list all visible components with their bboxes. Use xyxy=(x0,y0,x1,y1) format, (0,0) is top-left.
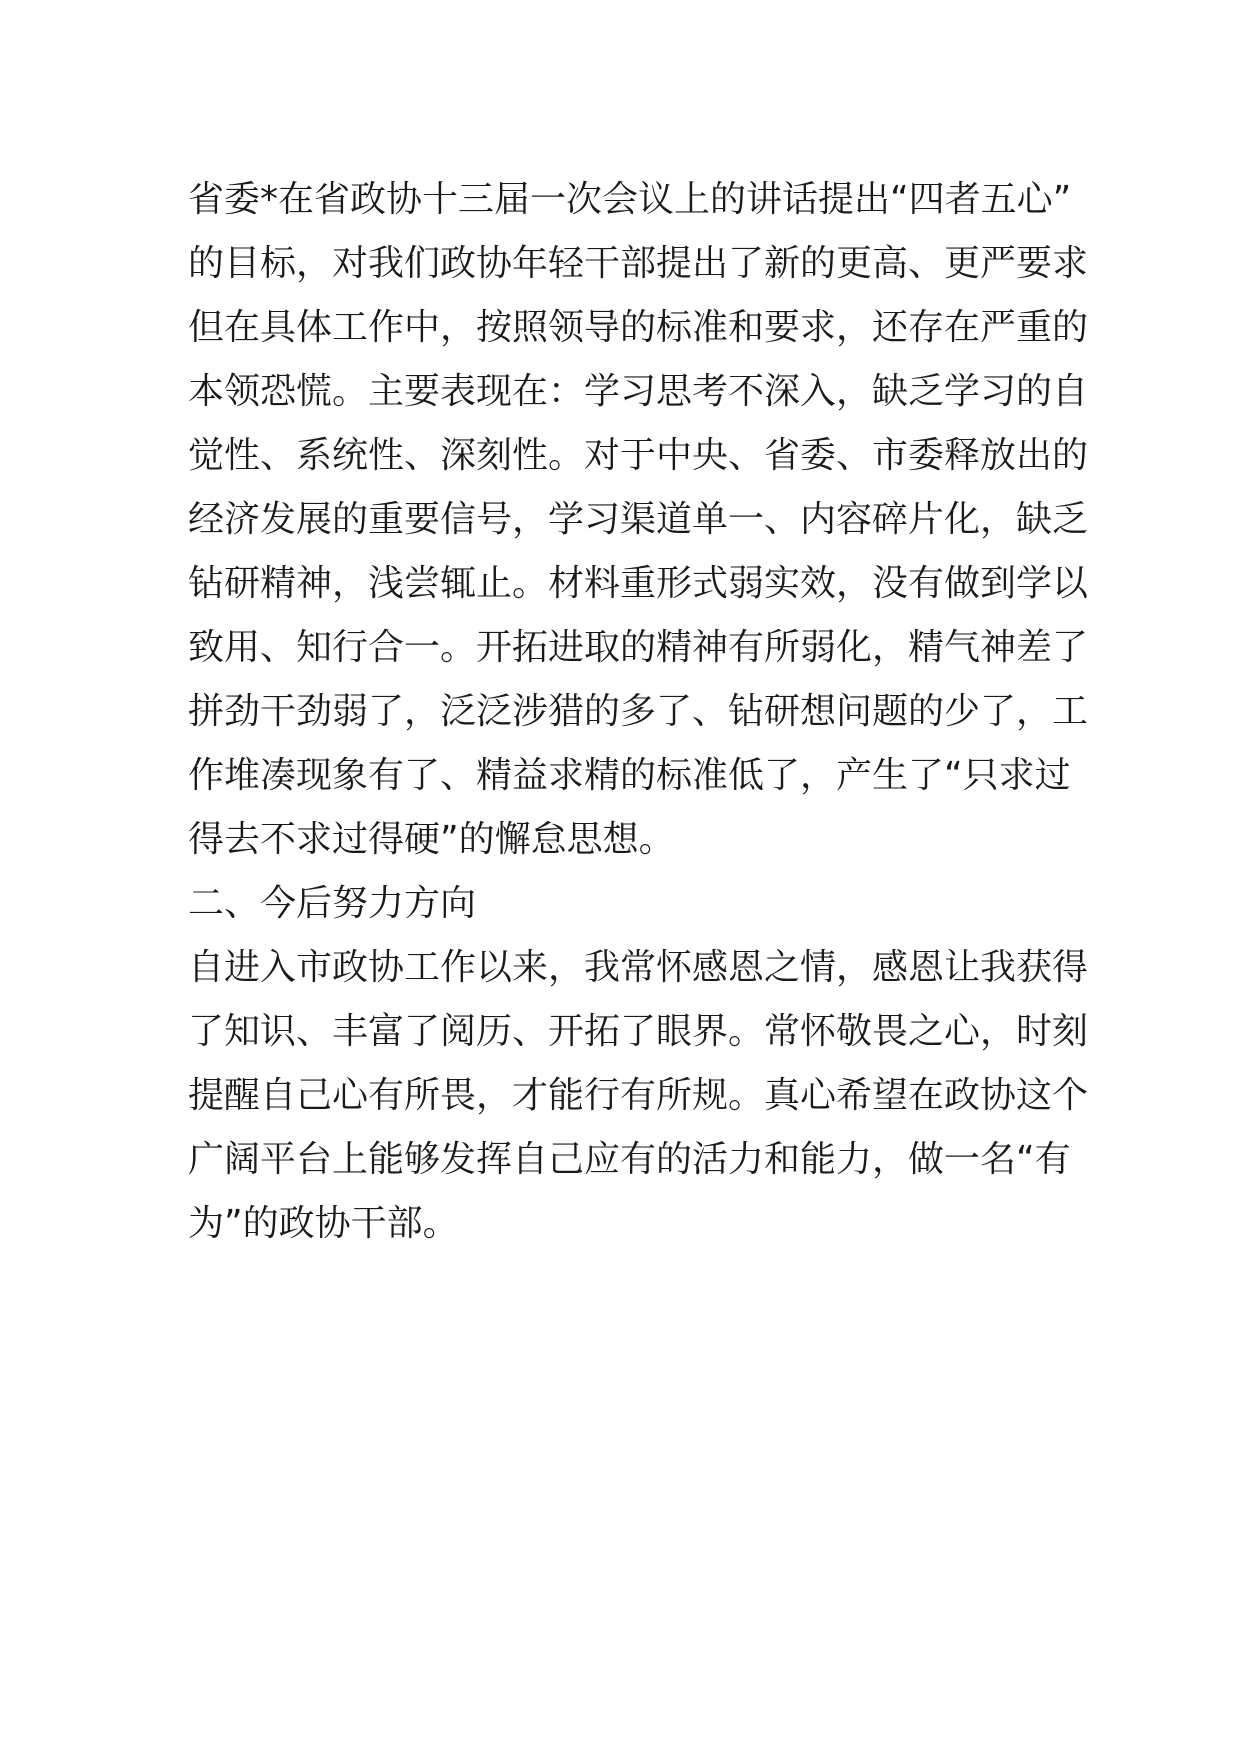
text-line: 省委*在省政协十三届一次会议上的讲话提出“四者五心” xyxy=(188,179,1072,220)
text-line: 自进入市政协工作以来，我常怀感恩之情，感恩让我获得 xyxy=(188,947,1089,988)
text-line: 致用、知行合一。开拓进取的精神有所弱化，精气神差了 xyxy=(188,627,1089,668)
text-line: 钻研精神，浅尝辄止。材料重形式弱实效，没有做到学以 xyxy=(188,563,1089,604)
text-line: 的目标，对我们政协年轻干部提出了新的更高、更严要求 xyxy=(188,243,1089,284)
text-line: 经济发展的重要信号，学习渠道单一、内容碎片化，缺乏 xyxy=(188,499,1089,540)
text-line: 本领恐慌。主要表现在：学习思考不深入，缺乏学习的自 xyxy=(188,371,1089,412)
document-body xyxy=(188,168,1089,1256)
text-line: 提醒自己心有所畏，才能行有所规。真心希望在政协这个 xyxy=(188,1075,1089,1116)
text-line: 得去不求过得硬”的懈怠思想。 xyxy=(188,819,675,860)
text-line: 但在具体工作中，按照领导的标准和要求，还存在严重的 xyxy=(188,307,1089,348)
section-heading: 二、今后努力方向 xyxy=(188,883,477,924)
text-line: 广阔平台上能够发挥自己应有的活力和能力，做一名“有 xyxy=(188,1139,1071,1180)
text-line: 为”的政协干部。 xyxy=(188,1203,459,1244)
text-line: 拼劲干劲弱了，泛泛涉猎的多了、钻研想问题的少了，工 xyxy=(188,691,1089,732)
text-line: 作堆凑现象有了、精益求精的标准低了，产生了“只求过 xyxy=(188,755,1071,796)
text-line: 了知识、丰富了阅历、开拓了眼界。常怀敬畏之心，时刻 xyxy=(188,1011,1089,1052)
text-line: 觉性、系统性、深刻性。对于中央、省委、市委释放出的 xyxy=(188,435,1089,476)
